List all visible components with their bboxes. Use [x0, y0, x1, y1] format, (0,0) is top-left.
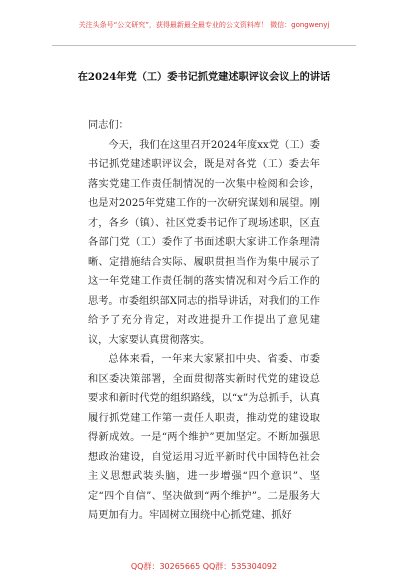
salutation: 同志们：	[88, 120, 129, 131]
paragraph-1: 今天，我们在这里召开2024年度xx党（工）委书记抓党建述职评议会，既是对各党（工）委去年落实党建工作责任制情况的一次集中检阅和会诊，也是对2025年党建工作的一次研究谋划和展望。刚才，各乡（镇）、社区党委书记作了现场述职，区直各部门党（工）委作了书面述职大家讲工作条理清晰、定措施结合实际、履职贯担当作为集中展示了这一年党建工作责任制的落实情况和对今后工作的思考。市委组织部X同志的指导讲话，对我们的工作给予了充分肯定，对改进提升工作提出了意见建议，大家要认真贯彻落实。	[88, 139, 320, 346]
header-banner: 关注头条号“公文研究”，获得最新最全最专业的公文资料库！ 微信：gongwenyj	[78, 21, 330, 29]
document-body	[88, 116, 320, 526]
document-title: 在2024年党（工）委书记抓党建述职评议会议上的讲话	[77, 71, 331, 83]
paragraph-2: 总体来看，一年来大家紧扣中央、省委、市委和区委决策部署，全面贯彻落实新时代党的建设总要求和新时代党的组织路线，以“x”为总抓手，认真履行抓党建工作第一责任人职责，推动党的建设取得新成效。一是“两个维护”更加坚定。不断加强思想政治建设，自觉运用习近平新时代中国特色社会主义思想武装头脑，进一步增强“四个意识”、坚定“四个自信”、坚决做到“两个维护”。二是服务大局更加有力。牢固树立围绕中心抓党建、抓好	[88, 354, 320, 521]
header-divider	[52, 45, 356, 46]
footer-qq-groups: QQ群：30265665 QQ群：535304092	[130, 562, 278, 571]
